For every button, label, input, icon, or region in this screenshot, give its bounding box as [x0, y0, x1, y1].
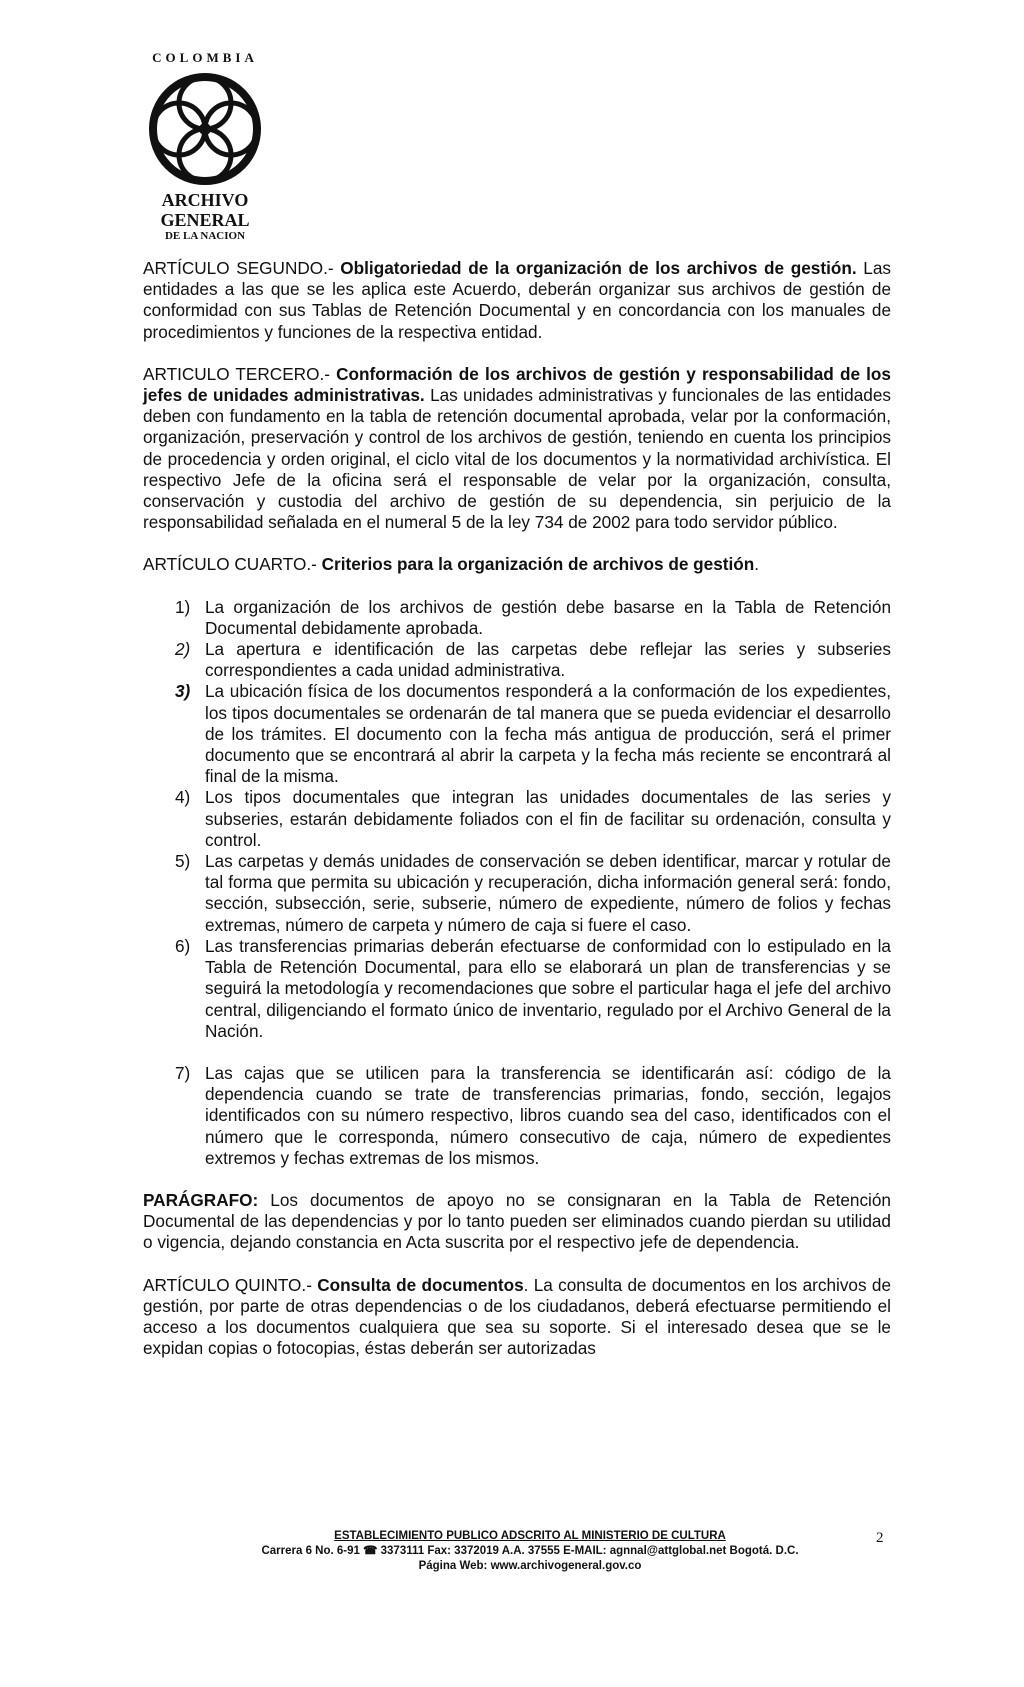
archivo-general-logo: [130, 50, 280, 242]
list-text: Las carpetas y demás unidades de conservación se deben identificar, marcar y rotular de tal forma que permita su ubicación y recuperación, dicha información general será: fondo, sección, subsección, serie, subserie, número de expediente, número de folios y fechas extremas, número de carpeta y número de caja si fuere el caso.: [205, 851, 891, 935]
list-item: [143, 936, 891, 1042]
article-segundo: [143, 258, 891, 343]
article-title: Obligatoriedad de la organización de los archivos de gestión.: [340, 258, 857, 278]
article-title: Criterios para la organización de archivos de gestión: [321, 554, 755, 575]
criteria-list: [143, 597, 891, 1169]
footer-website: Página Web: www.archivogeneral.gov.co: [418, 1560, 642, 1572]
document-body: [143, 258, 891, 1380]
article-text: Las entidades a las que se les aplica este Acuerdo, deberán organizar sus archivos de gestión de conformidad con sus Tablas de Retención Documental y en concordancia con los manuales de procedimientos y funciones de la respectiva entidad.: [143, 258, 891, 342]
archivo-emblem-icon: [146, 72, 264, 186]
article-title: Conformación de los archivos de gestión y responsabilidad de los jefes de unidades administrativas.: [143, 363, 891, 406]
list-item: [143, 851, 891, 936]
paragrafo-label: PARÁGRAFO:: [143, 1189, 259, 1210]
list-text: La ubicación física de los documentos responderá a la conformación de los expedientes, los tipos documentales se ordenarán de tal manera que se pueda evidenciar el desarrollo de los trámites. El documento con la fecha más antigua de producción, será el primer documento que se encontrará al abrir la carpeta y la fecha más reciente se encontrará al final de la misma.: [205, 681, 891, 787]
article-lead: ARTÍCULO QUINTO.-: [143, 1274, 318, 1295]
article-tercero: [143, 364, 891, 534]
footer-contact: [180, 1544, 880, 1559]
article-lead: ARTICULO TERCERO.-: [143, 363, 337, 384]
logo-country: COLOMBIA: [152, 50, 258, 65]
page-footer: [180, 1529, 880, 1574]
footer-address: Carrera 6 No. 6-91: [261, 1545, 364, 1557]
list-number: 7): [175, 1062, 191, 1083]
article-lead: ARTÍCULO CUARTO.-: [143, 554, 322, 575]
list-text: Los tipos documentales que integran las unidades documentales de las series y subseries, estarán debidamente foliados con el fin de facilitar su ordenación, consulta y control.: [205, 787, 891, 850]
article-text: . La consulta de documentos en los archivos de gestión, por parte de otras dependencias o de los ciudadanos, deberá efectuarse permitiendo el acceso a los documentos cualquiera que sea su soporte. Si el interesado desea que se le expidan copias o fotocopias, éstas deberán ser autorizadas: [143, 1274, 892, 1359]
list-item: [143, 681, 891, 787]
article-quinto: [143, 1275, 891, 1360]
article-lead: ARTÍCULO SEGUNDO.-: [143, 258, 341, 278]
footer-institution: ESTABLECIMIENTO PUBLICO ADSCRITO AL MINISTERIO DE CULTURA: [334, 1530, 726, 1542]
list-text: Las transferencias primarias deberán efectuarse de conformidad con lo estipulado en la Tabla de Retención Documental, para ello se elaborará un plan de transferencias y se seguirá la metodología y recomendaciones que sobre el particular haga el jefe del archivo central, diligenciando el formato único de inventario, regulado por el Archivo General de la Nación.: [205, 935, 891, 1041]
article-text: Las unidades administrativas y funcionales de las entidades deben con fundamento en la tabla de retención documental aprobada, velar por la conformación, organización, preservación y control de los archivos de gestión, teniendo en cuenta los principios de procedencia y orden original, el ciclo vital de los documentos y la normatividad archivística. El respectivo Jefe de la oficina será el responsable de velar por la organización, consulta, conservación y custodia del archivo de gestión de su dependencia, sin perjuicio de la responsabilidad señalada en el numeral 5 de la ley 734 de 2002 para todo servidor público.: [143, 385, 891, 533]
list-number: 3): [175, 681, 191, 702]
list-item: [143, 1063, 891, 1169]
list-item: [143, 639, 891, 681]
list-number: 1): [175, 596, 191, 617]
article-end: .: [754, 554, 760, 575]
footer-phone-email: 3373111 Fax: 3372019 A.A. 37555 E-MAIL: agnnal@attglobal.net Bogotá. D.C.: [377, 1545, 799, 1557]
article-title: Consulta de documentos: [317, 1274, 524, 1295]
list-text: Las cajas que se utilicen para la transferencia se identificarán así: código de la dependencia cuando se trate de transferencias primarias, fondo, sección, legajos identificados con su número respectivo, libros cuando sea del caso, identificados con el número que le corresponda, número consecutivo de caja, número de expedientes extremos y fechas extremas de los mismos.: [205, 1062, 891, 1168]
paragrafo: [143, 1190, 891, 1254]
list-number: 4): [175, 787, 191, 808]
logo-name-line1: ARCHIVO: [161, 190, 249, 210]
list-number: 6): [175, 935, 191, 956]
logo-name-line3: DE LA NACION: [164, 230, 246, 242]
list-text: La apertura e identificación de las carpetas debe reflejar las series y subseries correspondientes a cada unidad administrativa.: [205, 639, 891, 681]
list-number: 5): [175, 851, 191, 872]
list-item: [143, 597, 891, 639]
page-number: 2: [876, 1530, 884, 1546]
telephone-icon: ☎: [363, 1545, 378, 1557]
logo-name-line2: GENERAL: [160, 210, 250, 230]
paragrafo-text: Los documentos de apoyo no se consignaran en la Tabla de Retención Documental de las dependencias y por lo tanto pueden ser eliminados cuando pierdan su utilidad o vigencia, dejando constancia en Acta suscrita por el respectivo jefe de dependencia.: [143, 1189, 891, 1253]
article-cuarto: [143, 554, 891, 575]
list-text: La organización de los archivos de gestión debe basarse en la Tabla de Retención Documental debidamente aprobada.: [205, 596, 891, 638]
list-number: 2): [175, 639, 191, 660]
list-item: [143, 787, 891, 851]
